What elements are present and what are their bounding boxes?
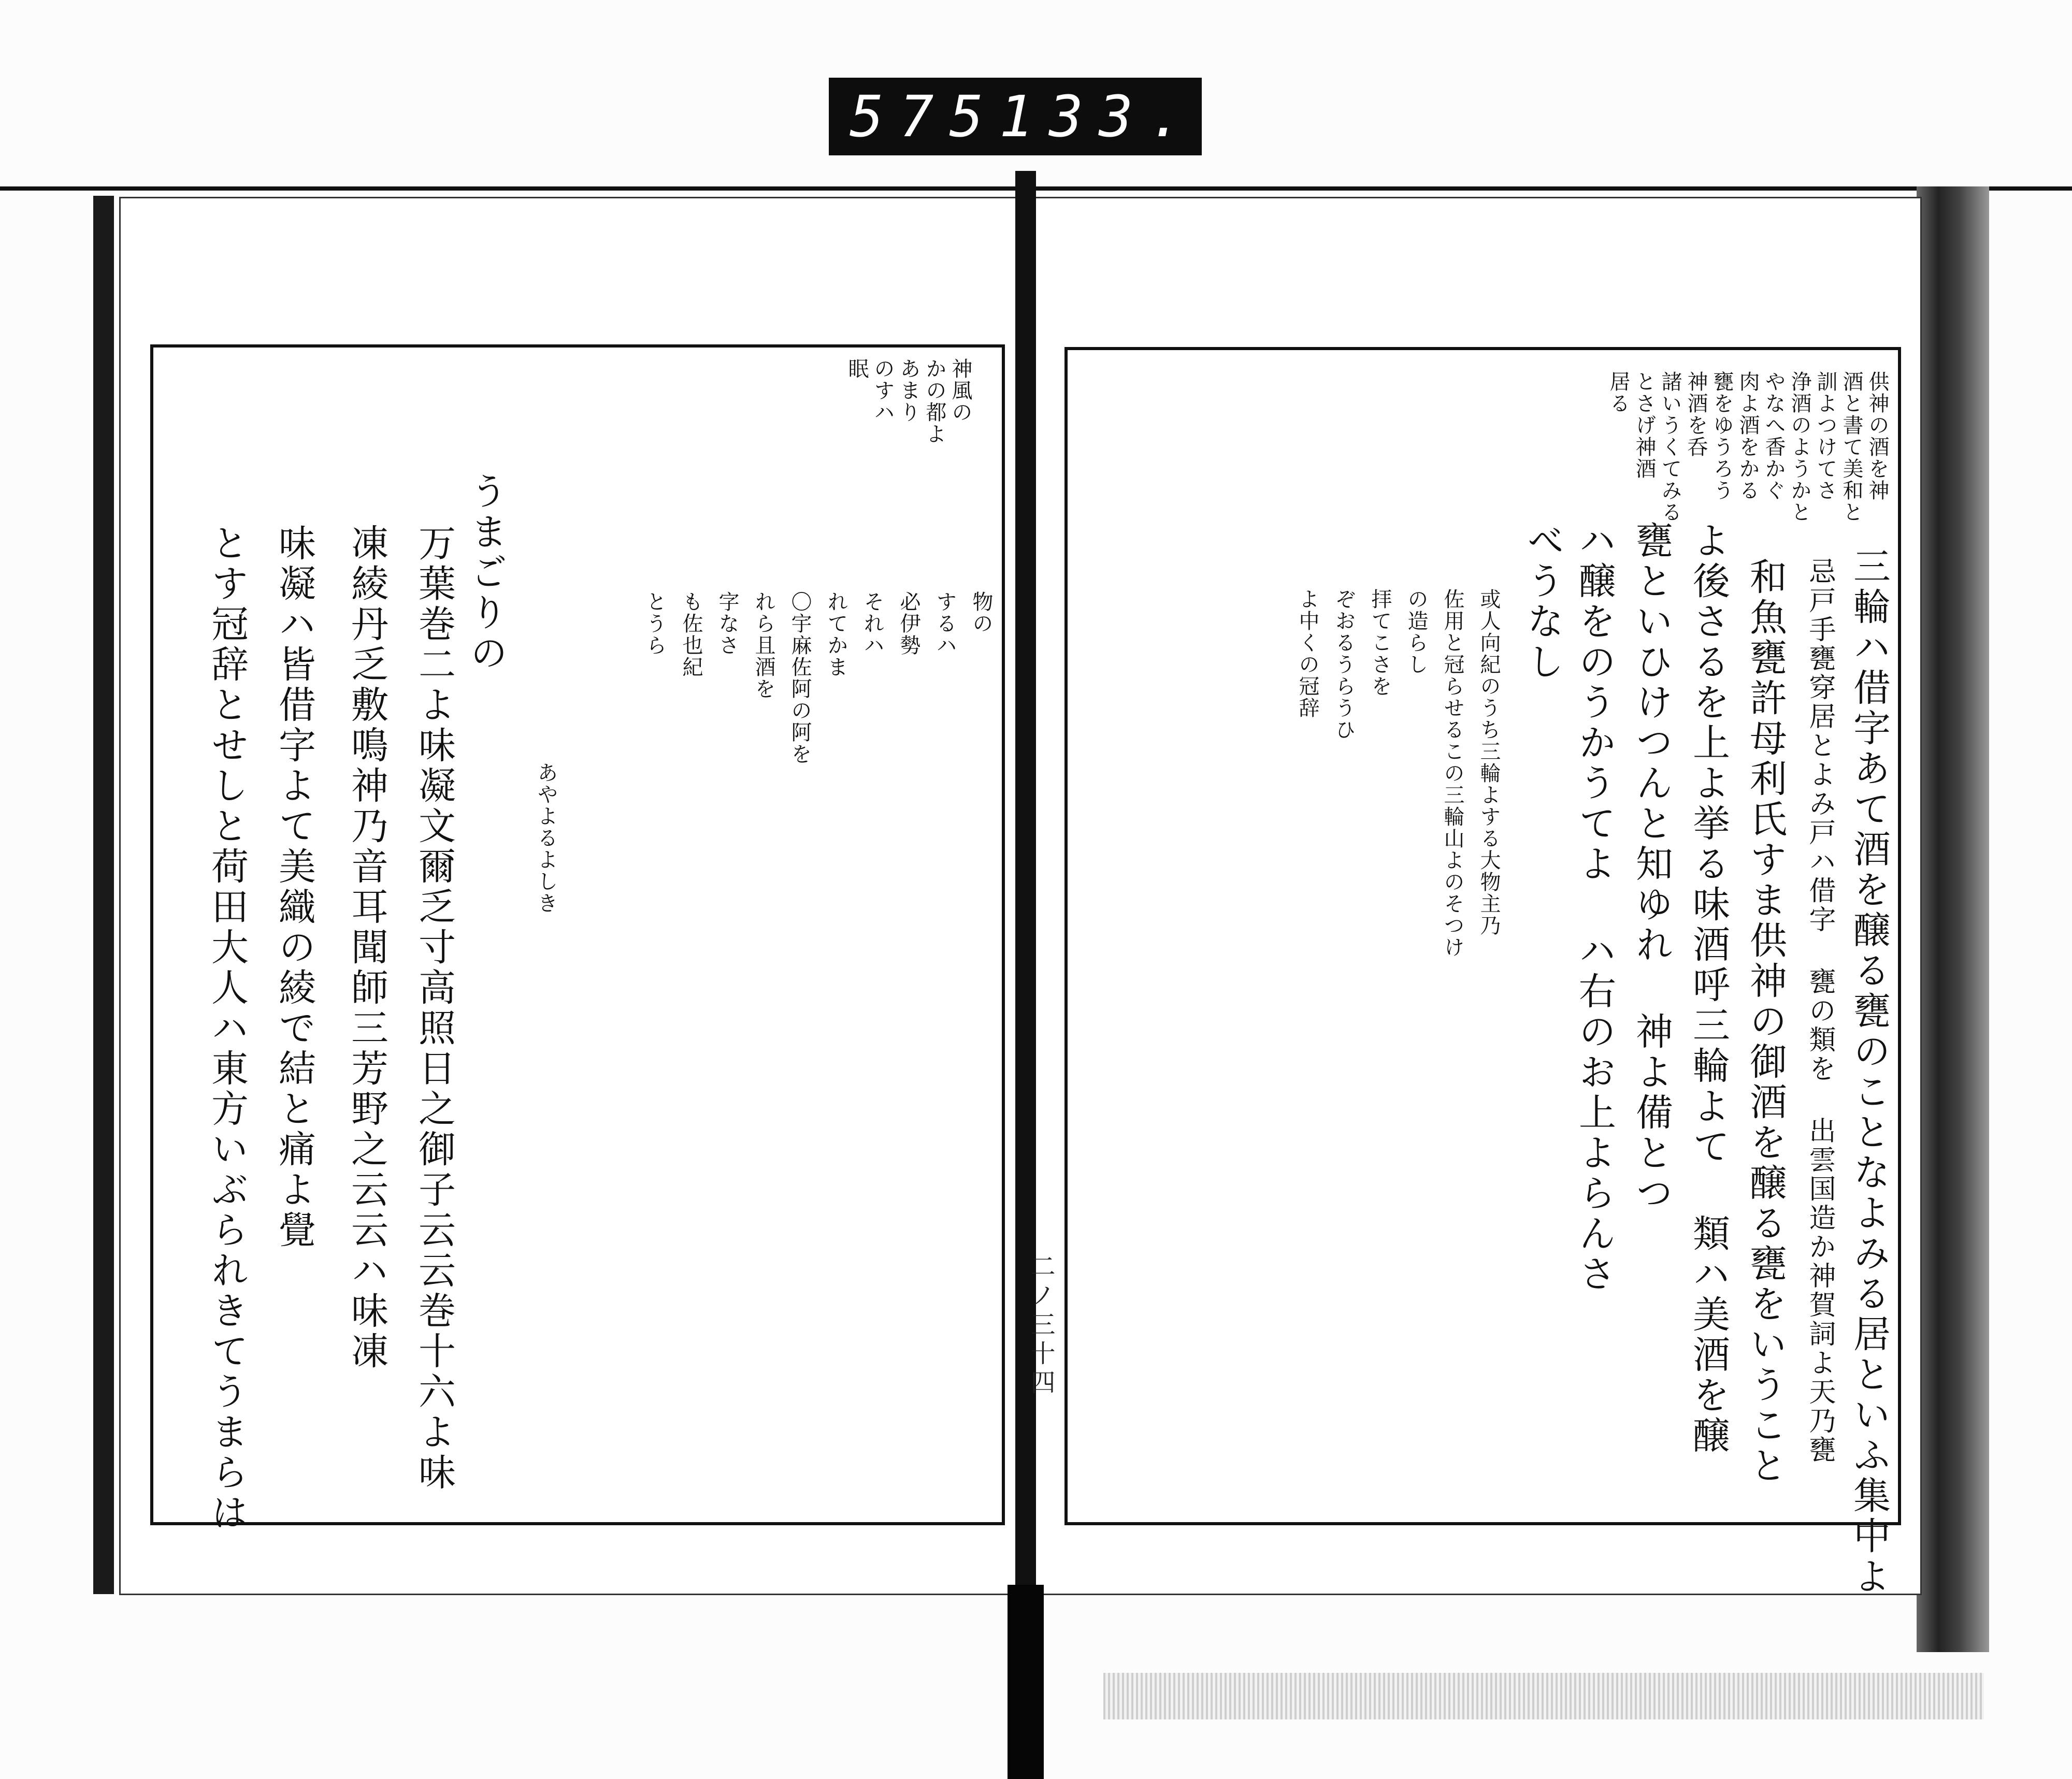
right-note: 肉よ酒をかる (1736, 371, 1760, 501)
book-gutter (1015, 171, 1036, 1776)
right-main-line: 甕といひけつんと知ゆれ 神よ備とつ (1630, 521, 1673, 1214)
book-edge-left (93, 196, 114, 1594)
right-main-line: 三輪ハ借字あて酒を醸る甕のことなよみる居といふ集中よ (1847, 547, 1891, 1597)
left-small-line: れら且酒を (752, 591, 775, 700)
left-small-line: 〇宇麻佐阿の阿を (788, 591, 812, 765)
right-main-line: ハ醸をのうかうてよ ハ右のお上よらんさ (1573, 521, 1616, 1295)
right-small-line: 佐用と冠らせるこの三輪山よのそつけ (1441, 588, 1464, 958)
right-small-line: の造らし (1404, 588, 1428, 675)
right-main-line: 忌戸手甕穿居とよみ戸ハ借字 甕の類を 出雲国造か神賀詞よ天乃甕 (1804, 557, 1835, 1465)
left-main-line: 味凝ハ皆借字よて美織の綾で結と痛よ覺 (272, 524, 316, 1251)
call-number-right: 133. (999, 83, 1199, 150)
right-small-line: 或人向紀のうち三輪よする大物主乃 (1477, 588, 1501, 936)
right-note: 甕をゆうろう (1710, 371, 1734, 501)
gutter-tab (1008, 1585, 1044, 1779)
right-small-line: ぞおるうらうひ (1332, 588, 1356, 741)
right-small-line: 拝てこさを (1368, 588, 1392, 697)
page-edges-bottom (1103, 1673, 1984, 1719)
left-note: のすハ (871, 358, 895, 423)
left-small-line: それハ (860, 591, 884, 656)
left-page-frame (150, 344, 1005, 1534)
left-main-line: とす冠辞とせしと荷田大人ハ東方いぶられきてうまらは (205, 524, 249, 1534)
left-small-line: も佐也紀 (679, 591, 703, 678)
left-small-line: 字なさ (715, 591, 739, 656)
right-small-line: よ中くの冠辞 (1296, 588, 1319, 719)
right-note: 居る (1606, 371, 1630, 414)
right-note: やなへ香かぐ (1762, 371, 1786, 501)
left-note: かの都よ (923, 358, 946, 445)
right-main-line: 和魚甕許母利氏すま供神の御酒を醸る甕をいうこと (1744, 557, 1787, 1486)
right-main-line: べうなし (1521, 521, 1564, 683)
heading-note: あやよるよしき (534, 762, 558, 914)
left-small-line: れてかま (824, 591, 848, 678)
right-page-frame (1064, 347, 1901, 1597)
call-number-left: 575 (850, 83, 999, 150)
section-heading: うまごりの (464, 472, 508, 674)
left-main-line: 凍綾丹乏敷鳴神乃音耳聞師三芳野之云云ハ味凍 (345, 524, 388, 1372)
right-note: 浄酒のようかと (1788, 371, 1811, 523)
right-note: 訓よつけてさ (1814, 371, 1837, 501)
right-note: 諸いうくてみる (1658, 371, 1682, 523)
book-edge-right (1917, 186, 1989, 1652)
left-small-line: とうら (643, 591, 667, 656)
left-note: あまり (897, 358, 920, 423)
left-small-line: 物の (969, 591, 993, 634)
right-note: 神酒を呑 (1684, 371, 1708, 458)
folio-number: 二ノ三十四 (1026, 1253, 1055, 1398)
left-note: 神風の (948, 358, 972, 423)
right-main-line: よ後さるを上よ挙る味酒呼三輪よて 類ハ美酒を醸 (1687, 521, 1730, 1456)
call-number-label (829, 78, 1202, 155)
right-note: 酒と書て美和と (1839, 371, 1863, 523)
right-note: 供神の酒を神 (1865, 371, 1889, 501)
top-rule (0, 186, 2072, 191)
left-small-line: するハ (933, 591, 957, 656)
left-note: 眠 (845, 358, 869, 380)
right-note: とさげ神酒 (1632, 371, 1656, 480)
left-main-line: 万葉巻二よ味凝文爾乏寸高照日之御子云云巻十六よ味 (412, 524, 456, 1493)
left-small-line: 必伊勢 (897, 591, 920, 656)
